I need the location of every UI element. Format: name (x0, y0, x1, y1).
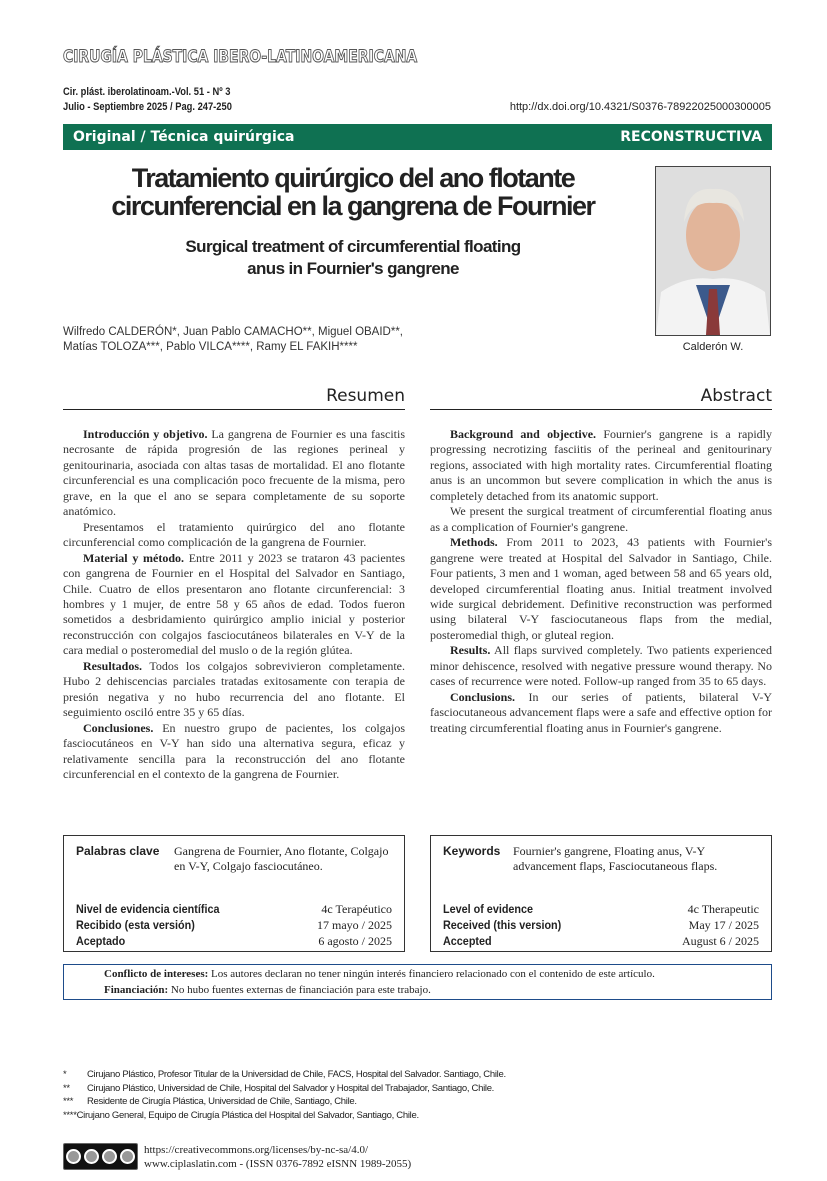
accepted-label: Accepted (443, 934, 492, 948)
title-line: Tratamiento quirúrgico del ano flotante (131, 163, 575, 193)
evidence-label: Nivel de evidencia científica (76, 902, 220, 916)
conflict-label: Conflicto de intereses: (104, 968, 209, 980)
conflict-box (63, 964, 772, 1000)
paragraph: We present the surgical treatment of circumferential floating anus as a complication of Fournier's gangrene. (430, 504, 772, 534)
citation-volume: Cir. plást. iberolatinoam.-Vol. 51 - Nº 3 (63, 86, 231, 98)
keywords-value: Fournier's gangrene, Floating anus, V-Y advancement flaps, Fasciocutaneous flaps. (513, 844, 718, 873)
site-issn: www.ciplaslatin.com - (ISSN 0376-7892 eISNN 1989-2055) (144, 1158, 412, 1170)
evidence-value: 4c Therapeutic (687, 902, 759, 916)
subtitle-line: Surgical treatment of circumferential floating (185, 237, 521, 256)
received-label: Received (this version) (443, 918, 562, 932)
keywords-label: Palabras clave (76, 844, 160, 858)
keywords-label: Keywords (443, 844, 501, 858)
paragraph: Presentamos el tratamiento quirúrgico del ano flotante circunferencial como complicación de la gangrena de Fournier. (63, 519, 405, 550)
subtitle-line: anus in Fournier's gangrene (247, 259, 459, 278)
citation-date: Julio - Septiembre 2025 / Pag. 247-250 (63, 101, 232, 113)
license-info (144, 1143, 411, 1171)
citation (63, 85, 232, 115)
accepted-label: Aceptado (76, 934, 126, 948)
footnotes (63, 1068, 506, 1122)
evidence-label: Level of evidence (443, 902, 534, 916)
paragraph: Methods. From 2011 to 2023, 43 patients with Fournier's gangrene were treated at Hospital del Salvador in Santiago, Chile. Four patients, 3 men and 1 woman, aged between 58 and 65 years old, developed circumferential floating anus. Initial treatment involved wide surgical debridement. Definitive reconstruction was performed using bilateral V-Y fasciocutaneous flaps from the medial, posteromedial thigh, or gluteal region. (430, 535, 772, 642)
article-title (63, 164, 643, 220)
photo-caption: Calderón W. (682, 341, 744, 353)
authors-line: Wilfredo CALDERÓN*, Juan Pablo CAMACHO**, Miguel OBAID**, (63, 326, 404, 338)
section-band (63, 124, 772, 150)
author-list (63, 325, 403, 355)
funding-value: No hubo fuentes externas de financiación para este trabajo. (168, 984, 431, 996)
received-value: 17 mayo / 2025 (317, 918, 392, 932)
resumen-heading: Resumen (63, 386, 405, 410)
journal-name: CIRUGÍA PLÁSTICA IBERO-LATINOAMERICANA (63, 47, 418, 67)
evidence-value: 4c Terapéutico (321, 902, 392, 916)
footnote: ****Cirujano General, Equipo de Cirugía Plástica del Hospital del Salvador, Santiago, Chile. (63, 1109, 419, 1121)
accepted-value: 6 agosto / 2025 (318, 934, 392, 948)
section-category: RECONSTRUCTIVA (620, 129, 762, 145)
article-subtitle (63, 236, 643, 280)
doi-link[interactable]: http://dx.doi.org/10.4321/S0376-78922025000300005 (509, 101, 771, 113)
abstract-body (430, 427, 772, 736)
paragraph: Material y método. Entre 2011 y 2023 se trataron 43 pacientes con gangrena de Fournier en el Hospital del Salvador en Santiago, Chile. Cuatro de ellos presentaron ano flotante circunferencial: 3 hombres y 1 mujer, de entre 58 y 65 años de edad. Todos fueron sometidos a desbridamiento quirúrgico amplio inicial y posterior reconstrucción con colgajos fasciocutáneos bilaterales en V-Y de la cara medial o posteromedial del muslo o de la región glútea. (63, 550, 405, 658)
received-label: Recibido (esta versión) (76, 918, 195, 932)
authors-line: Matías TOLOZA***, Pablo VILCA****, Ramy EL FAKIH**** (63, 341, 358, 353)
article-type: Original / Técnica quirúrgica (73, 129, 295, 145)
paragraph: Background and objective. Fournier's gangrene is a rapidly progressing necrotizing fasciitis of the perineal and genitourinary regions, associated with high mortality rates. Circumferential floating anus is an uncommon but severe complication in which the anus is completely detached from its anatomic support. (430, 427, 772, 503)
license-link[interactable]: https://creativecommons.org/licenses/by-nc-sa/4.0/ (144, 1144, 369, 1156)
title-line: circunferencial en la gangrena de Fournier (111, 191, 595, 221)
paragraph: Resultados. Todos los colgajos sobrevivieron completamente. Hubo 2 dehiscencias parciales tratadas exitosamente con terapia de presión negativa y no hubo recurrencia del ano flotante. El seguimiento osciló entre 35 y 65 días. (63, 658, 405, 720)
resumen-body (63, 427, 405, 782)
paragraph: Conclusions. In our series of patients, bilateral V-Y fasciocutaneous advancement flaps were a safe and effective option for treating circumferential floating anus in Fournier's gangrene. (430, 689, 772, 735)
author-photo (655, 166, 771, 336)
funding-label: Financiación: (104, 984, 169, 996)
accepted-value: August 6 / 2025 (681, 934, 759, 948)
paragraph: Conclusiones. En nuestro grupo de pacientes, los colgajos fasciocutáneos en V-Y han sido una alternativa segura, eficaz y relativamente sencilla para la reconstrucción del ano flotante circunferencial en el contexto de la gangrena de Fournier. (63, 720, 405, 781)
footnote: *** Residente de Cirugía Plástica, Universidad de Chile, Santiago, Chile. (63, 1096, 357, 1107)
paragraph: Results. All flaps survived completely. Two patients experienced minor dehiscence, resolved with negative pressure wound therapy. No cases of recurrence were noted. Follow-up ranged from 35 to 65 days. (430, 643, 772, 689)
keywords-box-es (63, 835, 405, 952)
cc-license-icon (63, 1143, 138, 1170)
keywords-value: Gangrena de Fournier, Ano flotante, Colgajo en V-Y, Colgajo fasciocutáneo. (174, 844, 389, 873)
abstract-heading: Abstract (430, 386, 772, 410)
footnote: * Cirujano Plástico, Profesor Titular de la Universidad de Chile, FACS, Hospital del Salvador. Santiago, Chile. (63, 1069, 506, 1080)
paragraph: Introducción y objetivo. La gangrena de Fournier es una fascitis necrosante de rápida progresión de las regiones perineal y genitourinaria, asociada con altas tasas de mortalidad. El ano flotante circunferencial es una complicación poco frecuente de la misma, pero grave, en la que el ano se separa completamente de su soporte anatómico. (63, 427, 405, 519)
keywords-box-en (430, 835, 772, 952)
received-value: May 17 / 2025 (688, 918, 759, 932)
conflict-value: Los autores declaran no tener ningún interés financiero relacionado con el contenido de este artículo. (208, 968, 655, 980)
footnote: ** Cirujano Plástico, Universidad de Chile, Hospital del Salvador y Hospital del Trabajador, Santiago, Chile. (63, 1082, 495, 1094)
